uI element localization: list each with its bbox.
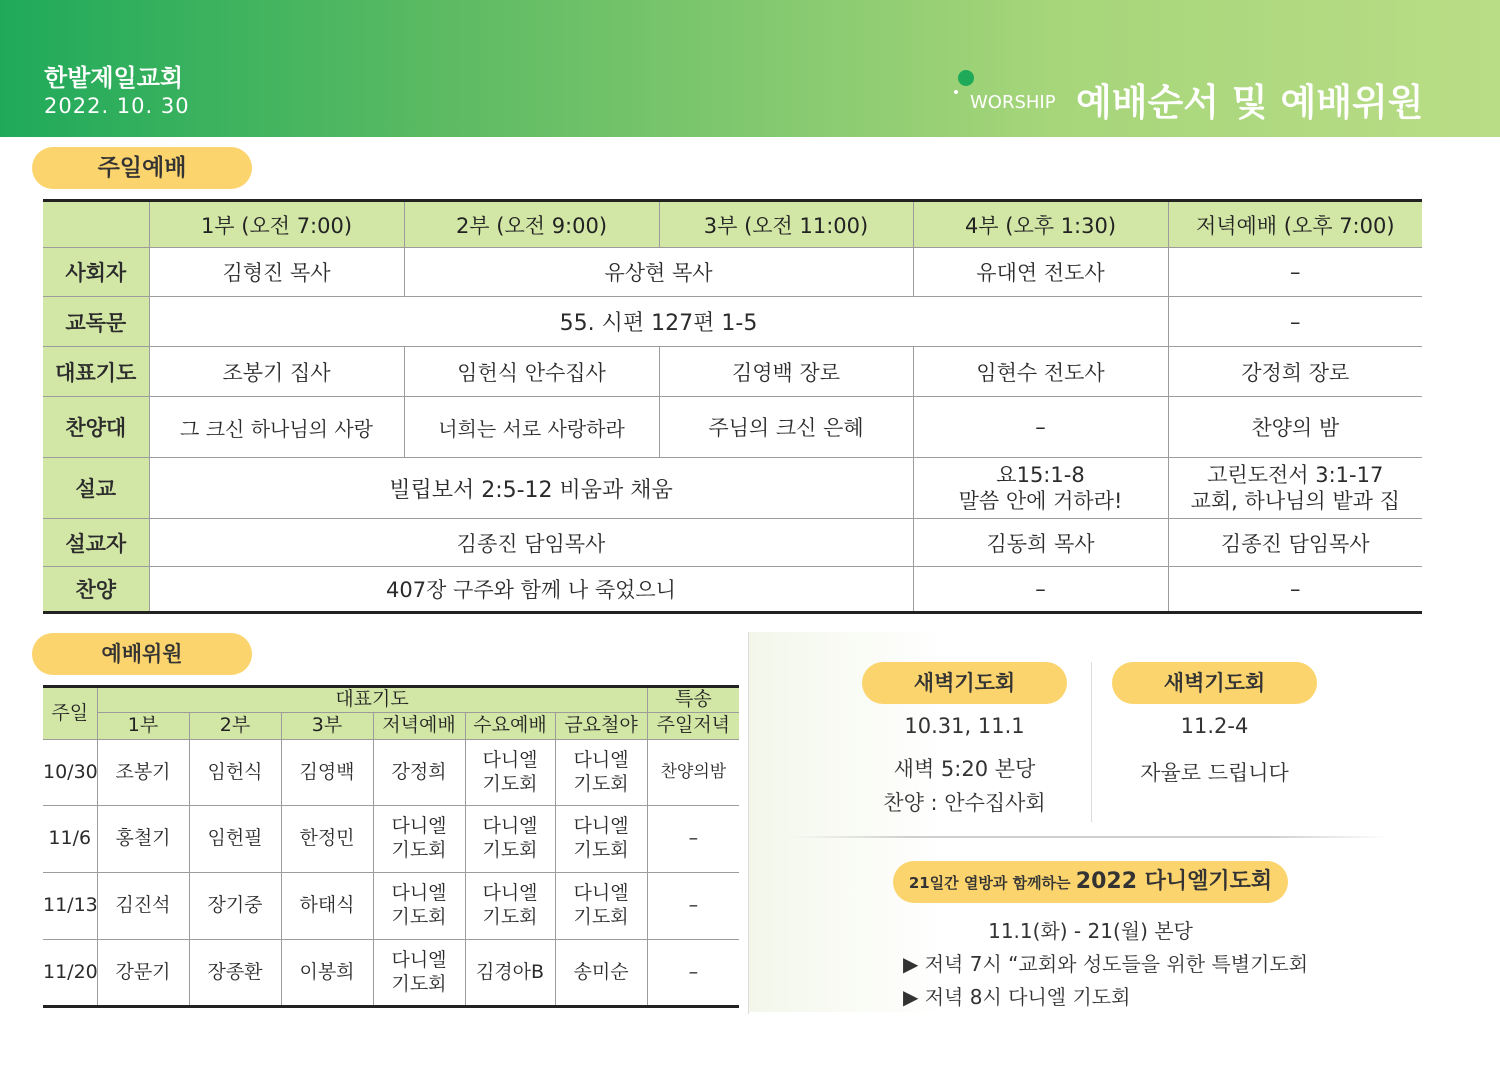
table-cell: 이봉희 [281, 940, 373, 1007]
sermon-title: 말씀 안에 거하라! [958, 489, 1123, 513]
panel-left-divider [748, 632, 749, 1014]
table-cell: 임헌필 [189, 806, 281, 873]
sub-header: 저녁예배 [373, 713, 465, 740]
special-header: 특송 [647, 687, 739, 713]
table-cell: 김종진 담임목사 [149, 519, 913, 567]
col-2: 2부 (오전 9:00) [404, 201, 659, 248]
sunday-worship-pill: 주일예배 [32, 147, 252, 189]
date-cell: 11/20 [43, 940, 97, 1007]
table-cell: 홍철기 [97, 806, 189, 873]
table-cell: – [1168, 248, 1422, 297]
list-item: ▶ 저녁 7시 “교회와 성도들을 위한 특별기도회 [903, 952, 1309, 976]
cell-line: 다니엘 [573, 748, 629, 771]
sunday-worship-table [43, 199, 1422, 614]
dawn-prayer-pill-2: 새벽기도회 [1112, 662, 1317, 704]
table-cell: 주님의 크신 은혜 [659, 397, 913, 458]
cell-line: 다니엘 [391, 882, 447, 905]
date-header: 주일 [43, 687, 97, 740]
small-dot-icon [954, 90, 958, 94]
table-row [43, 248, 1422, 297]
table-cell: – [1168, 567, 1422, 613]
cell-line: 기도회 [391, 906, 447, 928]
col-4: 4부 (오후 1:30) [913, 201, 1168, 248]
row-label: 대표기도 [43, 347, 149, 397]
table-row [43, 458, 1422, 519]
dawn-note-2: 자율로 드립니다 [1140, 761, 1289, 785]
panel-horizontal-divider [790, 836, 1390, 838]
col-3: 3부 (오전 11:00) [659, 201, 913, 248]
table-header-row [43, 201, 1422, 248]
daniel-period: 11.1(화) - 21(월) 본당 [988, 919, 1193, 943]
sermon-title: 교회, 하나님의 밭과 집 [1190, 489, 1400, 513]
table-row [43, 873, 739, 940]
dawn-date-2: 11.2-4 [1180, 714, 1249, 738]
sub-header: 주일저녁 [647, 713, 739, 740]
sermon-ref: 고린도전서 3:1-17 [1207, 463, 1384, 487]
table-row [43, 347, 1422, 397]
committee-table [43, 685, 739, 1008]
date-cell: 11/6 [43, 806, 97, 873]
dawn-prayer-pill-1: 새벽기도회 [862, 662, 1067, 704]
table-cell: 김종진 담임목사 [1168, 519, 1422, 567]
table-cell: 김영백 장로 [659, 347, 913, 397]
row-label: 사회자 [43, 248, 149, 297]
table-cell [913, 458, 1168, 519]
table-cell: 찬양의 밤 [1168, 397, 1422, 458]
committee-pill: 예배위원 [32, 633, 252, 675]
row-label: 설교자 [43, 519, 149, 567]
header-banner [0, 0, 1500, 137]
table-cell: 임현수 전도사 [913, 347, 1168, 397]
cell-line: 다니엘 [573, 815, 629, 838]
table-cell: 유대연 전도사 [913, 248, 1168, 297]
table-cell: 송미순 [555, 940, 647, 1007]
table-cell [373, 806, 465, 873]
bulletin-date: 2022. 10. 30 [44, 94, 190, 118]
row-label: 설교 [43, 458, 149, 519]
cell-line: 다니엘 [482, 815, 538, 838]
sub-header: 3부 [281, 713, 373, 740]
table-cell: 김영백 [281, 740, 373, 806]
dawn-time-1: 새벽 5:20 본당 [893, 757, 1036, 781]
table-cell: 빌립보서 2:5-12 비움과 채움 [149, 458, 913, 519]
table-cell [465, 740, 555, 806]
list-item: ▶ 저녁 8시 다니엘 기도회 [903, 985, 1131, 1009]
cell-line: 다니엘 [573, 882, 629, 905]
col-1: 1부 (오전 7:00) [149, 201, 404, 248]
table-header-row [43, 687, 739, 713]
table-cell: – [647, 806, 739, 873]
table-cell: 그 크신 하나님의 사랑 [149, 397, 404, 458]
daniel-schedule-list [903, 948, 1308, 1014]
cell-line: 기도회 [391, 972, 447, 995]
row-label: 교독문 [43, 297, 149, 347]
cell-line: 기도회 [573, 839, 629, 861]
table-cell [465, 806, 555, 873]
table-cell: 김경아B [465, 940, 555, 1007]
daniel-pill-prefix: 21일간 열방과 함께하는 [908, 874, 1076, 892]
table-cell: 임헌식 안수집사 [404, 347, 659, 397]
daniel-prayer-pill [893, 861, 1288, 903]
cell-line: 다니엘 [391, 948, 447, 971]
cell-line: 기도회 [482, 772, 538, 795]
table-cell: 조봉기 집사 [149, 347, 404, 397]
sub-header: 1부 [97, 713, 189, 740]
table-cell: 김형진 목사 [149, 248, 404, 297]
table-cell: 강문기 [97, 940, 189, 1007]
row-label: 찬양대 [43, 397, 149, 458]
table-subheader-row [43, 713, 739, 740]
sub-header: 수요예배 [465, 713, 555, 740]
cell-line: 다니엘 [391, 815, 447, 838]
table-cell: – [647, 940, 739, 1007]
table-cell: – [913, 567, 1168, 613]
table-cell: 임헌식 [189, 740, 281, 806]
table-cell: 유상현 목사 [404, 248, 913, 297]
table-cell: 하태식 [281, 873, 373, 940]
table-cell [555, 806, 647, 873]
cell-line: 다니엘 [482, 882, 538, 905]
cell-line: 기도회 [482, 906, 538, 928]
dawn-date-1: 10.31, 11.1 [904, 714, 1025, 738]
cell-line: 기도회 [573, 906, 629, 928]
date-cell: 11/13 [43, 873, 97, 940]
table-cell [555, 873, 647, 940]
cell-line: 기도회 [482, 839, 538, 861]
table-cell: 강정희 [373, 740, 465, 806]
table-cell [1168, 458, 1422, 519]
table-row [43, 297, 1422, 347]
row-label: 찬양 [43, 567, 149, 613]
table-cell: 너희는 서로 사랑하라 [404, 397, 659, 458]
table-row [43, 806, 739, 873]
cell-line: 다니엘 [482, 748, 538, 771]
table-cell [373, 873, 465, 940]
church-name: 한밭제일교회 [44, 64, 184, 92]
table-cell: 김동희 목사 [913, 519, 1168, 567]
table-row [43, 397, 1422, 458]
table-cell: 55. 시편 127편 1-5 [149, 297, 1168, 347]
table-row [43, 567, 1422, 613]
cell-line: 기도회 [573, 772, 629, 795]
table-cell: 407장 구주와 함께 나 죽었으니 [149, 567, 913, 613]
table-row [43, 940, 739, 1007]
table-cell: – [647, 873, 739, 940]
prayer-header: 대표기도 [97, 687, 647, 713]
corner-cell [43, 201, 149, 248]
dawn-choir-1: 찬양 : 안수집사회 [883, 791, 1046, 815]
table-cell [555, 740, 647, 806]
worship-tag: WORSHIP [970, 92, 1056, 113]
table-cell: – [913, 397, 1168, 458]
sub-header: 2부 [189, 713, 281, 740]
page-title: 예배순서 및 예배위원 [1076, 81, 1424, 124]
table-cell: 장종환 [189, 940, 281, 1007]
table-cell: 찬양의밤 [647, 740, 739, 806]
table-cell: 한정민 [281, 806, 373, 873]
sub-header: 금요철야 [555, 713, 647, 740]
table-cell [465, 873, 555, 940]
daniel-pill-title: 2022 다니엘기도회 [1075, 869, 1273, 894]
green-dot-icon [958, 70, 974, 86]
table-cell: 조봉기 [97, 740, 189, 806]
table-cell [373, 940, 465, 1007]
table-cell: 강정희 장로 [1168, 347, 1422, 397]
cell-line: 기도회 [391, 839, 447, 861]
table-cell: 장기중 [189, 873, 281, 940]
sermon-ref: 요15:1-8 [996, 463, 1085, 487]
date-cell: 10/30 [43, 740, 97, 806]
table-row [43, 519, 1422, 567]
col-5: 저녁예배 (오후 7:00) [1168, 201, 1422, 248]
table-cell: 김진석 [97, 873, 189, 940]
table-row [43, 740, 739, 806]
table-cell: – [1168, 297, 1422, 347]
